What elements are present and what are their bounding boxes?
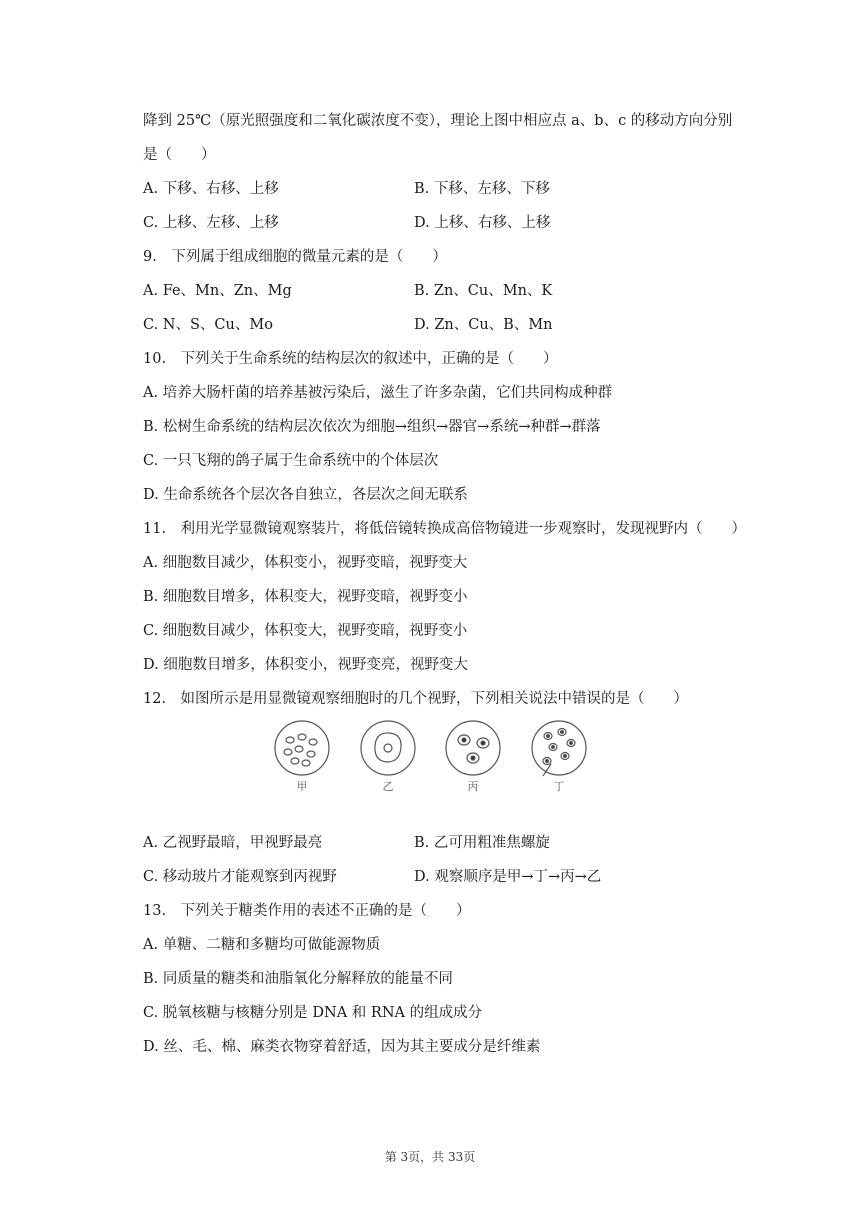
q10-option-a: A. 培养大肠杆菌的培养基被污染后，滋生了许多杂菌，它们共同构成种群: [143, 385, 613, 401]
q8-option-d: D. 上移、右移、上移: [414, 215, 551, 231]
q9-option-b: B. Zn、Cu、Mn、K: [414, 283, 553, 299]
q11-option-c: C. 细胞数目减少，体积变大，视野变暗，视野变小: [143, 623, 468, 639]
field-bing: [446, 721, 500, 775]
q9-option-a: A. Fe、Mn、Zn、Mg: [143, 283, 292, 299]
q12-option-c: C. 移动玻片才能观察到丙视野: [143, 869, 337, 885]
figure-label-bing: 丙: [467, 780, 479, 793]
field-ding: [532, 721, 586, 776]
q9-option-d: D. Zn、Cu、B、Mn: [414, 317, 553, 333]
intro-line-2: 是（ ）: [143, 147, 216, 163]
q12-stem: 12. 如图所示是用显微镜观察细胞时的几个视野，下列相关说法中错误的是（ ）: [143, 691, 689, 707]
q10-stem: 10. 下列关于生命系统的结构层次的叙述中，正确的是（ ）: [143, 351, 558, 367]
microscope-fields-figure: [268, 718, 598, 798]
q12-option-b: B. 乙可用粗准焦螺旋: [414, 835, 550, 851]
q12-option-a: A. 乙视野最暗，甲视野最亮: [143, 835, 323, 851]
q13-option-d: D. 丝、毛、棉、麻类衣物穿着舒适，因为其主要成分是纤维素: [143, 1039, 541, 1055]
q8-option-a: A. 下移、右移、上移: [143, 181, 279, 197]
q13-option-b: B. 同质量的糖类和油脂氧化分解释放的能量不同: [143, 971, 453, 987]
q11-option-a: A. 细胞数目减少，体积变小，视野变暗，视野变大: [143, 555, 468, 571]
q11-option-b: B. 细胞数目增多，体积变大，视野变暗，视野变小: [143, 589, 468, 605]
figure-label-jia: 甲: [296, 780, 308, 793]
q10-option-d: D. 生命系统各个层次各自独立，各层次之间无联系: [143, 487, 468, 503]
intro-line-1: 降到 25℃（原光照强度和二氧化碳浓度不变），理论上图中相应点 a、b、c 的移动方向分别: [143, 113, 733, 129]
figure-label-ding: 丁: [553, 780, 565, 793]
q11-stem: 11. 利用光学显微镜观察装片，将低倍镜转换成高倍物镜进一步观察时，发现视野内（ ）: [143, 521, 747, 537]
q8-option-b: B. 下移、左移、下移: [414, 181, 550, 197]
q13-option-c: C. 脱氧核糖与核糖分别是 DNA 和 RNA 的组成成分: [143, 1005, 483, 1021]
q13-option-a: A. 单糖、二糖和多糖均可做能源物质: [143, 937, 381, 953]
microscope-fields-drawing: [268, 718, 598, 780]
q11-option-d: D. 细胞数目增多，体积变小，视野变亮，视野变大: [143, 657, 468, 673]
q9-option-c: C. N、S、Cu、Mo: [143, 317, 273, 333]
figure-label-yi: 乙: [382, 780, 394, 793]
q12-option-d: D. 观察顺序是甲→丁→丙→乙: [414, 869, 602, 885]
field-yi: [361, 721, 415, 775]
q10-option-b: B. 松树生命系统的结构层次依次为细胞→组织→器官→系统→种群→群落: [143, 419, 601, 435]
q9-stem: 9. 下列属于组成细胞的微量元素的是（ ）: [143, 249, 447, 265]
q13-stem: 13. 下列关于糖类作用的表述不正确的是（ ）: [143, 903, 471, 919]
page-number: 第 3页，共 33页: [384, 1150, 476, 1164]
q10-option-c: C. 一只飞翔的鸽子属于生命系统中的个体层次: [143, 453, 439, 469]
field-jia: [275, 721, 329, 775]
q8-option-c: C. 上移、左移、上移: [143, 215, 279, 231]
